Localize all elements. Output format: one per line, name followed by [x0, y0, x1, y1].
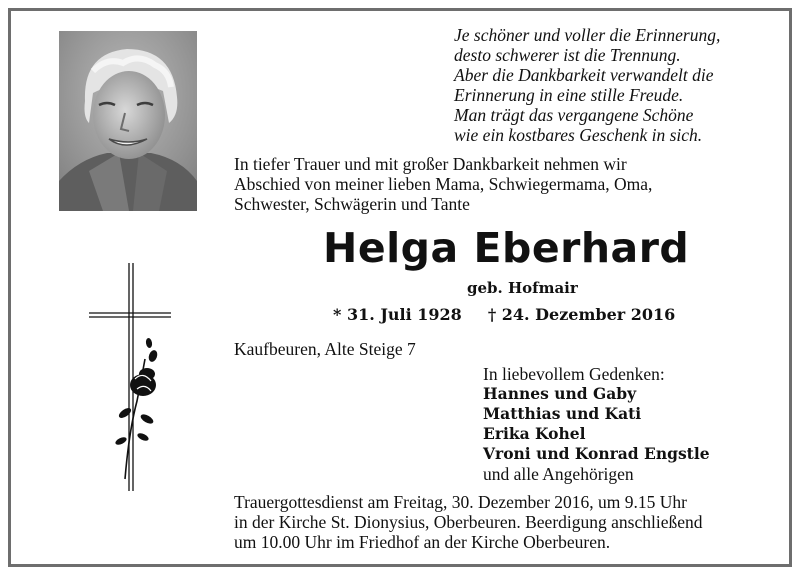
mourner-name: Vroni und Konrad Engstle [483, 444, 710, 463]
mourner-name: Erika Kohel [483, 424, 586, 443]
cross-with-rose-icon [85, 261, 175, 493]
poem-line: Erinnerung in eine stille Freude. [454, 85, 684, 105]
poem-line: Man trägt das vergangene Schöne [454, 105, 694, 125]
funeral-service-text [234, 492, 703, 552]
mourner-name: Hannes und Gaby [483, 384, 637, 403]
intro-text [234, 154, 652, 214]
intro-line: In tiefer Trauer und mit großer Dankbarkeit nehmen wir [234, 154, 627, 174]
life-dates [333, 303, 675, 327]
obituary-frame [8, 8, 792, 567]
poem-line: wie ein kostbares Geschenk in sich. [454, 125, 703, 145]
portrait-photo [59, 31, 197, 211]
service-line: in der Kirche St. Dionysius, Oberbeuren. Beerdigung anschließend [234, 512, 703, 532]
mourners-closing: und alle Angehörigen [483, 464, 634, 484]
mourners-heading: In liebevollem Gedenken: [483, 364, 665, 384]
maiden-name: geb. Hofmair [467, 279, 578, 297]
birth-date: * 31. Juli 1928 [333, 305, 462, 324]
mourners-list [483, 364, 710, 484]
address: Kaufbeuren, Alte Steige 7 [234, 339, 416, 359]
intro-line: Abschied von meiner lieben Mama, Schwiegermama, Oma, [234, 174, 653, 194]
mourner-name: Matthias und Kati [483, 404, 642, 423]
intro-line: Schwester, Schwägerin und Tante [234, 194, 470, 214]
death-date: † 24. Dezember 2016 [487, 305, 676, 324]
deceased-name: Helga Eberhard [323, 224, 690, 272]
service-line: Trauergottesdienst am Freitag, 30. Dezember 2016, um 9.15 Uhr [234, 492, 687, 512]
service-line: um 10.00 Uhr im Friedhof an der Kirche Oberbeuren. [234, 532, 611, 552]
poem-line: Je schöner und voller die Erinnerung, [454, 25, 721, 45]
poem-line: desto schwerer ist die Trennung. [454, 45, 681, 65]
poem-line: Aber die Dankbarkeit verwandelt die [454, 65, 714, 85]
memorial-poem [454, 25, 784, 145]
